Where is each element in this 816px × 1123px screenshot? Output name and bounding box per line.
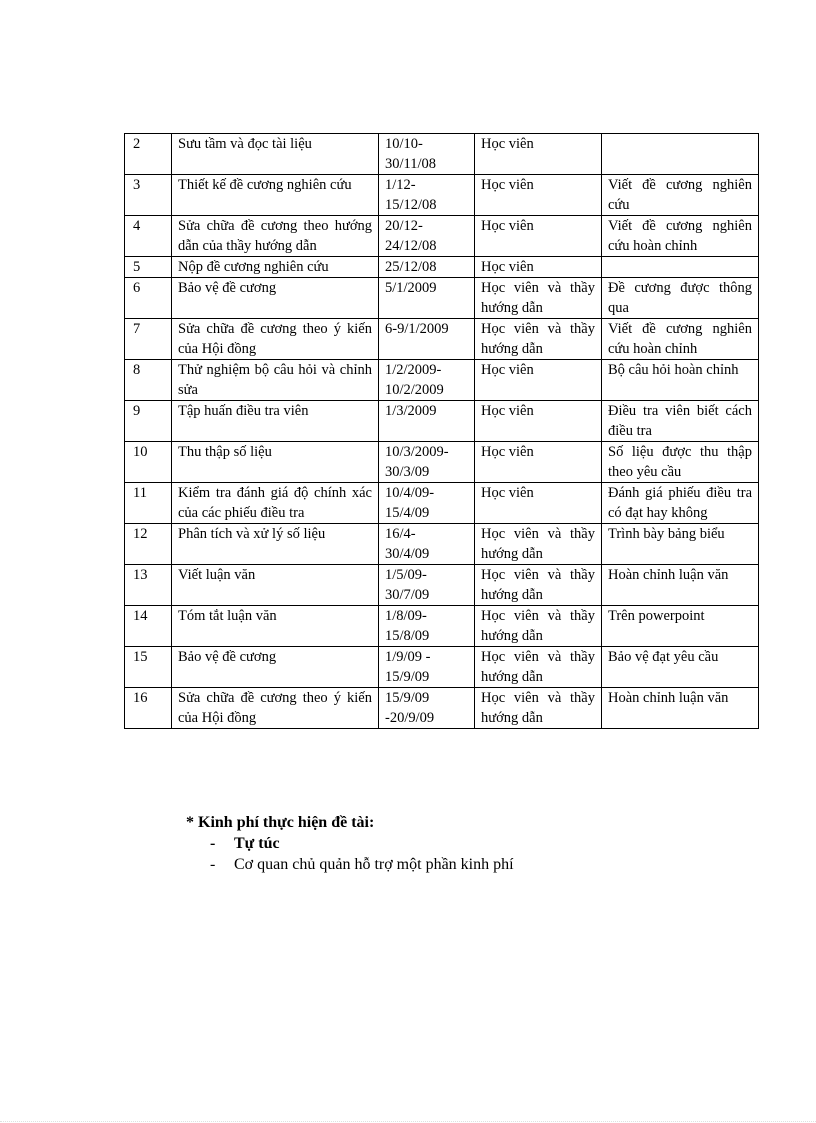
responsible-cell: Học viên và thầy hướng dẫn [475, 606, 602, 647]
task-cell: Sửa chữa đề cương theo ý kiến của Hội đồng [172, 319, 379, 360]
task-cell: Sưu tầm và đọc tài liệu [172, 134, 379, 175]
task-cell: Bảo vệ đề cương [172, 278, 379, 319]
time-cell: 1/9/09 - 15/9/09 [379, 647, 475, 688]
time-cell: 16/4- 30/4/09 [379, 524, 475, 565]
task-cell: Sửa chữa đề cương theo ý kiến của Hội đồng [172, 688, 379, 729]
result-cell: Viết đề cương nghiên cứu [602, 175, 759, 216]
task-cell: Bảo vệ đề cương [172, 647, 379, 688]
responsible-cell: Học viên và thầy hướng dẫn [475, 565, 602, 606]
task-cell: Viết luận văn [172, 565, 379, 606]
result-cell: Đề cương được thông qua [602, 278, 759, 319]
table-row [125, 483, 759, 524]
responsible-cell: Học viên [475, 175, 602, 216]
result-cell: Số liệu được thu thập theo yêu cầu [602, 442, 759, 483]
time-cell: 20/12- 24/12/08 [379, 216, 475, 257]
step-number-cell: 12 [125, 524, 172, 565]
step-number-cell: 6 [125, 278, 172, 319]
result-cell: Hoàn chỉnh luận văn [602, 688, 759, 729]
responsible-cell: Học viên [475, 216, 602, 257]
responsible-cell: Học viên [475, 483, 602, 524]
step-number-cell: 16 [125, 688, 172, 729]
funding-list [186, 833, 514, 875]
table-row [125, 524, 759, 565]
step-number-cell: 7 [125, 319, 172, 360]
funding-item [186, 833, 514, 854]
result-cell [602, 134, 759, 175]
responsible-cell: Học viên và thầy hướng dẫn [475, 688, 602, 729]
time-cell: 5/1/2009 [379, 278, 475, 319]
time-cell: 10/4/09- 15/4/09 [379, 483, 475, 524]
table-row [125, 565, 759, 606]
funding-item [186, 854, 514, 875]
task-cell: Thu thập số liệu [172, 442, 379, 483]
table-row [125, 216, 759, 257]
table-row [125, 360, 759, 401]
step-number-cell: 9 [125, 401, 172, 442]
responsible-cell: Học viên và thầy hướng dẫn [475, 319, 602, 360]
step-number-cell: 11 [125, 483, 172, 524]
table-row [125, 442, 759, 483]
time-cell: 1/5/09- 30/7/09 [379, 565, 475, 606]
page-bottom-divider [0, 1121, 816, 1122]
step-number-cell: 10 [125, 442, 172, 483]
time-cell: 10/10- 30/11/08 [379, 134, 475, 175]
research-plan-table [124, 133, 759, 729]
time-cell: 1/3/2009 [379, 401, 475, 442]
time-cell: 1/12- 15/12/08 [379, 175, 475, 216]
list-bullet: - [210, 835, 216, 852]
table-row [125, 319, 759, 360]
step-number-cell: 8 [125, 360, 172, 401]
result-cell: Bộ câu hỏi hoàn chỉnh [602, 360, 759, 401]
time-cell: 1/2/2009- 10/2/2009 [379, 360, 475, 401]
step-number-cell: 3 [125, 175, 172, 216]
result-cell: Bảo vệ đạt yêu cầu [602, 647, 759, 688]
time-cell: 25/12/08 [379, 257, 475, 278]
step-number-cell: 2 [125, 134, 172, 175]
table-row [125, 175, 759, 216]
responsible-cell: Học viên [475, 134, 602, 175]
table-row [125, 257, 759, 278]
table-row [125, 134, 759, 175]
funding-item-text: Cơ quan chủ quản hỗ trợ một phần kinh phí [234, 856, 514, 873]
table-row [125, 606, 759, 647]
task-cell: Kiểm tra đánh giá độ chính xác của các phiếu điều tra [172, 483, 379, 524]
result-cell: Hoàn chỉnh luận văn [602, 565, 759, 606]
table-row [125, 647, 759, 688]
responsible-cell: Học viên [475, 360, 602, 401]
responsible-cell: Học viên và thầy hướng dẫn [475, 524, 602, 565]
table-row [125, 688, 759, 729]
result-cell: Viết đề cương nghiên cứu hoàn chỉnh [602, 216, 759, 257]
responsible-cell: Học viên [475, 401, 602, 442]
task-cell: Tóm tắt luận văn [172, 606, 379, 647]
step-number-cell: 13 [125, 565, 172, 606]
table-body [125, 134, 759, 729]
responsible-cell: Học viên và thầy hướng dẫn [475, 278, 602, 319]
time-cell: 15/9/09 -20/9/09 [379, 688, 475, 729]
task-cell: Thử nghiệm bộ câu hỏi và chỉnh sửa [172, 360, 379, 401]
list-bullet: - [210, 856, 216, 873]
step-number-cell: 4 [125, 216, 172, 257]
task-cell: Sửa chữa đề cương theo hướng dẫn của thầy hướng dẫn [172, 216, 379, 257]
task-cell: Thiết kế đề cương nghiên cứu [172, 175, 379, 216]
responsible-cell: Học viên và thầy hướng dẫn [475, 647, 602, 688]
funding-heading: * Kinh phí thực hiện đề tài: [186, 814, 375, 831]
task-cell: Nộp đề cương nghiên cứu [172, 257, 379, 278]
result-cell: Viết đề cương nghiên cứu hoàn chỉnh [602, 319, 759, 360]
responsible-cell: Học viên [475, 257, 602, 278]
step-number-cell: 14 [125, 606, 172, 647]
result-cell: Trình bày bảng biểu [602, 524, 759, 565]
result-cell [602, 257, 759, 278]
task-cell: Phân tích và xử lý số liệu [172, 524, 379, 565]
funding-item-text: Tự túc [234, 835, 280, 852]
result-cell: Điều tra viên biết cách điều tra [602, 401, 759, 442]
result-cell: Đánh giá phiếu điều tra có đạt hay không [602, 483, 759, 524]
task-cell: Tập huấn điều tra viên [172, 401, 379, 442]
responsible-cell: Học viên [475, 442, 602, 483]
funding-section [186, 812, 514, 875]
table-row [125, 278, 759, 319]
step-number-cell: 5 [125, 257, 172, 278]
table-row [125, 401, 759, 442]
step-number-cell: 15 [125, 647, 172, 688]
time-cell: 10/3/2009- 30/3/09 [379, 442, 475, 483]
time-cell: 1/8/09- 15/8/09 [379, 606, 475, 647]
result-cell: Trên powerpoint [602, 606, 759, 647]
time-cell: 6-9/1/2009 [379, 319, 475, 360]
